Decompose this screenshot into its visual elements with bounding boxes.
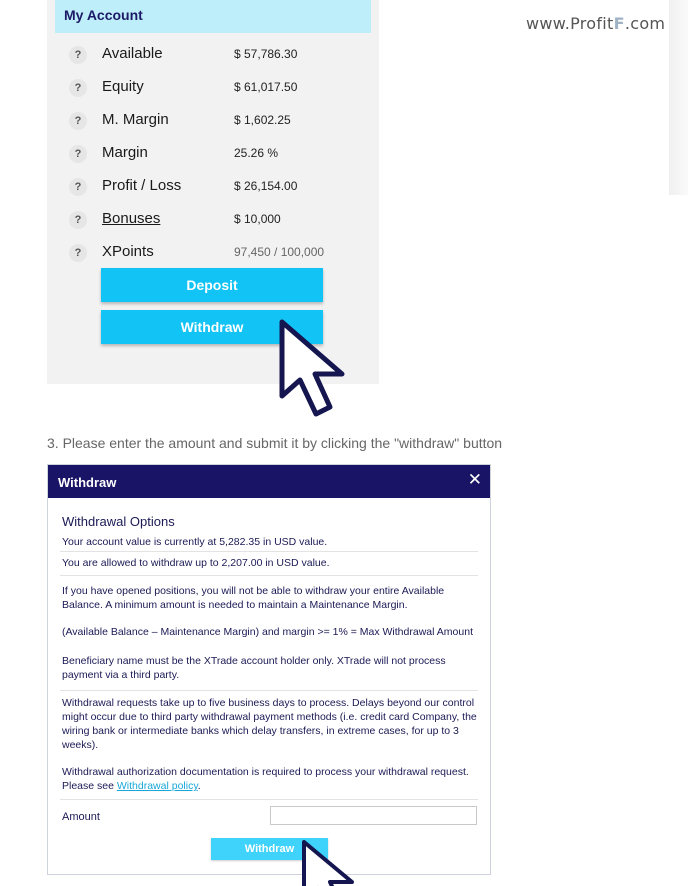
page-right-edge [669, 0, 688, 195]
account-row-margin [47, 141, 379, 165]
divider [60, 551, 478, 552]
account-header [55, 0, 371, 33]
question-icon[interactable]: ? [69, 211, 87, 229]
row-label: Equity [102, 78, 144, 95]
dialog-withdraw-button[interactable]: Withdraw [211, 838, 328, 860]
policy-line [62, 779, 478, 793]
watermark [526, 14, 665, 33]
instruction-step-3: 3. Please enter the amount and submit it by clicking the "withdraw" button [47, 435, 503, 451]
withdraw-dialog [47, 464, 491, 875]
bonuses-link[interactable]: Bonuses [102, 210, 161, 227]
withdrawal-options-title: Withdrawal Options [62, 514, 175, 529]
processing-text: Withdrawal requests take up to five business days to process. Delays beyond our control might occur due to third party withdrawal payment methods (i.e. credit card Company, the wiring bank or intermediate banks which delay transfers, in extreme cases, for up to 3 weeks). [62, 697, 477, 751]
account-row-profit-loss [47, 174, 379, 198]
account-row-xpoints [47, 240, 379, 264]
row-label: Profit / Loss [102, 177, 182, 194]
question-icon[interactable]: ? [69, 112, 87, 130]
dialog-title: Withdraw [58, 475, 117, 490]
watermark-text: www.Profit [526, 14, 614, 33]
question-icon[interactable]: ? [69, 79, 87, 97]
question-icon[interactable]: ? [69, 178, 87, 196]
account-row-bonuses [47, 207, 379, 231]
positions-note-text: If you have opened positions, you will not be able to withdraw your entire Available Balance. A minimum amount is needed to maintain a Maintenance Margin. [62, 585, 445, 611]
row-value: $ 57,786.30 [234, 47, 298, 61]
close-icon[interactable]: ✕ [467, 470, 482, 489]
divider [60, 690, 478, 691]
divider [60, 799, 478, 800]
mouse-pointer-icon [278, 318, 350, 420]
account-row-available [47, 42, 379, 66]
watermark-domain: .com [624, 14, 666, 33]
row-value: $ 26,154.00 [234, 179, 298, 193]
amount-input[interactable] [270, 806, 477, 825]
allowed-withdraw-text: You are allowed to withdraw up to 2,207.00 in USD value. [62, 557, 330, 569]
mouse-pointer-icon [300, 838, 356, 886]
dialog-header [48, 465, 490, 498]
account-value-text: Your account value is currently at 5,282.35 in USD value. [62, 536, 328, 548]
amount-label: Amount [62, 811, 100, 823]
question-icon[interactable]: ? [69, 145, 87, 163]
row-label: XPoints [102, 243, 154, 260]
beneficiary-text: Beneficiary name must be the XTrade account holder only. XTrade will not process payment via a third party. [62, 655, 446, 681]
row-value: 25.26 % [234, 146, 279, 160]
row-value: $ 61,017.50 [234, 80, 298, 94]
documentation-text: Withdrawal authorization documentation is required to process your withdrawal request. [62, 766, 469, 778]
row-value: $ 1,602.25 [234, 113, 291, 127]
policy-prefix: Please see [62, 780, 117, 792]
row-value: 97,450 / 100,000 [234, 245, 325, 259]
withdraw-button[interactable]: Withdraw [101, 310, 323, 344]
question-icon[interactable]: ? [69, 244, 87, 262]
row-label: Available [102, 45, 163, 62]
question-icon[interactable]: ? [69, 46, 87, 64]
withdrawal-policy-link[interactable]: Withdrawal policy [116, 780, 198, 792]
row-label: Margin [102, 144, 148, 161]
account-title: My Account [64, 7, 143, 23]
row-value: $ 10,000 [234, 212, 281, 226]
policy-suffix: . [197, 780, 201, 792]
watermark-logo-mark: F [613, 14, 625, 33]
row-label: M. Margin [102, 111, 169, 128]
account-row-m-margin [47, 108, 379, 132]
divider [60, 575, 478, 576]
account-row-equity [47, 75, 379, 99]
formula-text: (Available Balance – Maintenance Margin) and margin >= 1% = Max Withdrawal Amount [62, 626, 473, 638]
deposit-button[interactable]: Deposit [101, 268, 323, 302]
